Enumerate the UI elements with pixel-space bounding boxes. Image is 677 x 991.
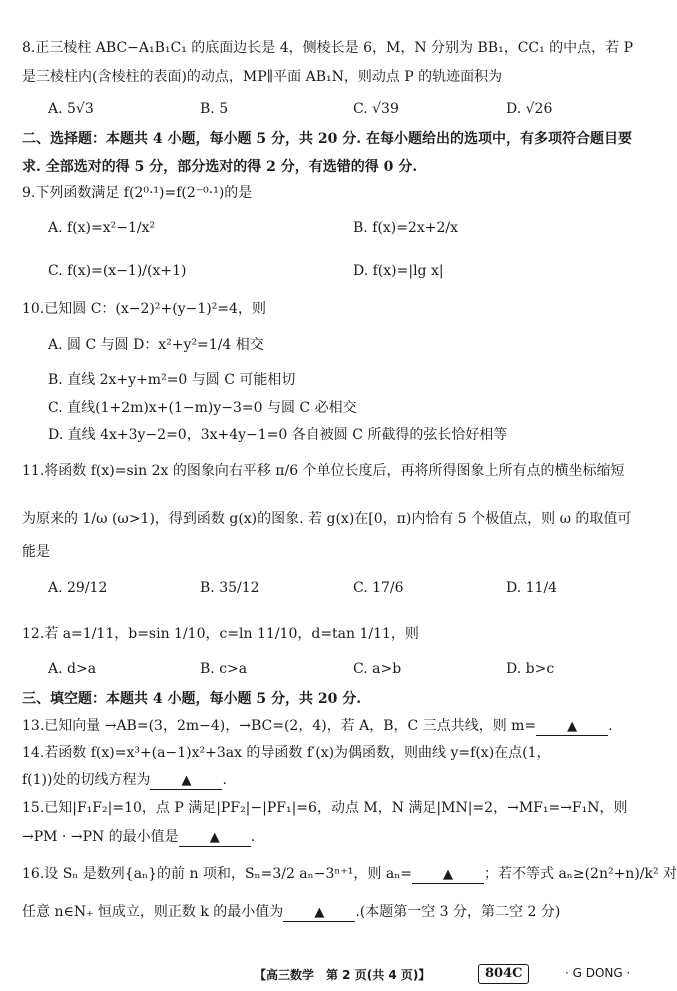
page-footer: [0, 964, 651, 984]
q12-option-d: D. b>c: [506, 661, 555, 677]
blank-marker-icon: ▲: [567, 719, 578, 734]
q11-line3: 能是: [22, 544, 50, 560]
q16-text-end: .(本题第一空 3 分，第二空 2 分): [355, 904, 561, 920]
blank-marker-icon: ▲: [209, 830, 220, 845]
q10-option-d: D. 直线 4x+3y−2=0，3x+4y−1=0 各自被圆 C 所截得的弦长恰好相等: [48, 427, 508, 443]
section2-heading-line1: 二、选择题：本题共 4 小题，每小题 5 分，共 20 分. 在每小题给出的选项中，有多项符合题目要: [22, 131, 632, 147]
q10-option-b: B. 直线 2x+y+m²=0 与圆 C 可能相切: [48, 372, 296, 388]
q9-stem: 9.下列函数满足 f(2⁰·¹)=f(2⁻⁰·¹)的是: [22, 185, 253, 201]
blank-marker-icon: ▲: [314, 905, 325, 920]
section2-heading-line2: 求. 全部选对的得 5 分，部分选对的得 2 分，有选错的得 0 分.: [22, 159, 418, 175]
blank-marker-icon: ▲: [443, 867, 453, 882]
q12-stem: 12.若 a=1/11，b=sin 1/10，c=ln 11/10，d=tan 1/11，则: [22, 626, 419, 642]
q11-option-a: A. 29/12: [48, 580, 108, 596]
q13-text-end: .: [608, 718, 613, 734]
q13-line: [22, 716, 637, 736]
q10-option-c: C. 直线(1+2m)x+(1−m)y−3=0 与圆 C 必相交: [48, 400, 357, 416]
q8-line2: 是三棱柱内(含棱柱的表面)的动点，MP∥平面 AB₁N，则动点 P 的轨迹面积为: [22, 69, 503, 85]
q15-answer-blank[interactable]: [179, 830, 251, 847]
q11-option-c: C. 17/6: [353, 580, 404, 596]
q9-option-a: A. f(x)=x²−1/x²: [48, 220, 156, 236]
q13-answer-blank[interactable]: [536, 719, 608, 736]
q8-option-c: C. √39: [353, 101, 399, 117]
q16-text-2: 任意 n∈N₊ 恒成立，则正数 k 的最小值为: [22, 904, 284, 920]
q11-option-d: D. 11/4: [506, 580, 558, 596]
footer-exam-code: 804C: [478, 964, 529, 984]
section3-heading: 三、填空题：本题共 4 小题，每小题 5 分，共 20 分.: [22, 691, 362, 707]
q16-line1: [22, 864, 677, 884]
q16-answer-blank-2[interactable]: [283, 905, 355, 922]
q12-option-a: A. d>a: [48, 661, 97, 677]
q16-answer-blank-1[interactable]: [412, 867, 484, 884]
q11-line1: 11.将函数 f(x)=sin 2x 的图象向右平移 π/6 个单位长度后，再将所得图象上所有点的横坐标缩短: [22, 463, 625, 479]
footer-brand: · G DONG ·: [565, 966, 631, 980]
q15-text: →PM · →PN 的最小值是: [22, 829, 179, 845]
q10-stem: 10.已知圆 C：(x−2)²+(y−1)²=4，则: [22, 301, 266, 317]
q8-option-d: D. √26: [506, 101, 553, 117]
q9-option-c: C. f(x)=(x−1)/(x+1): [48, 263, 187, 279]
q9-option-d: D. f(x)=|lg x|: [353, 263, 444, 279]
q16-text: 16.设 Sₙ 是数列{aₙ}的前 n 项和，Sₙ=3/2 aₙ−3ⁿ⁺¹，则 aₙ=: [22, 866, 412, 882]
q15-line1: 15.已知|F₁F₂|=10，点 P 满足|PF₂|−|PF₁|=6，动点 M，N 满足|MN|=2，→MF₁=→F₁N，则: [22, 800, 628, 816]
blank-marker-icon: ▲: [181, 773, 192, 788]
q15-line2: [22, 827, 637, 847]
q8-line1: 8.正三棱柱 ABC−A₁B₁C₁ 的底面边长是 4，侧棱长是 6，M，N 分别为 BB₁，CC₁ 的中点，若 P: [22, 40, 634, 56]
q14-answer-blank[interactable]: [150, 773, 222, 790]
q11-line2: 为原来的 1/ω (ω>1)，得到函数 g(x)的图象. 若 g(x)在[0，π)内恰有 5 个极值点，则 ω 的取值可: [22, 511, 632, 527]
q16-text-mid: ；若不等式 aₙ≥(2n²+n)/k² 对: [484, 866, 677, 882]
footer-page-label: 【高三数学 第 2 页(共 4 页)】: [254, 968, 431, 982]
q8-option-b: B. 5: [200, 101, 229, 117]
q11-option-b: B. 35/12: [200, 580, 260, 596]
q9-option-b: B. f(x)=2x+2/x: [353, 220, 458, 236]
q14-line2: [22, 770, 637, 790]
q8-option-a: A. 5√3: [48, 101, 94, 117]
q12-option-c: C. a>b: [353, 661, 402, 677]
q15-text-end: .: [250, 829, 256, 845]
q12-option-b: B. c>a: [200, 661, 248, 677]
q16-line2: [22, 902, 637, 922]
q14-text-end: .: [222, 772, 227, 788]
q14-line1: 14.若函数 f(x)=x³+(a−1)x²+3ax 的导函数 f′(x)为偶函数，则曲线 y=f(x)在点(1，: [22, 745, 551, 761]
q10-option-a: A. 圆 C 与圆 D：x²+y²=1/4 相交: [48, 337, 264, 353]
q14-text: f(1))处的切线方程为: [22, 772, 151, 788]
q13-text: 13.已知向量 →AB=(3，2m−4)，→BC=(2，4)，若 A，B，C 三点共线，则 m=: [22, 718, 537, 734]
